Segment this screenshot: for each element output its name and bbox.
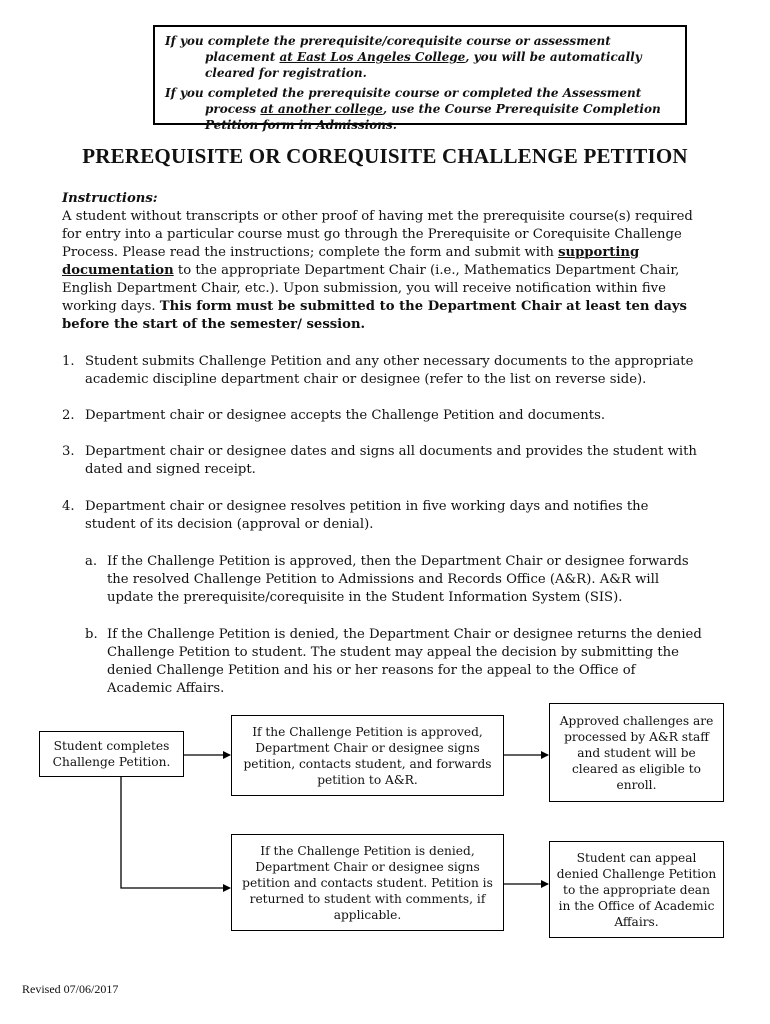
supporting-documentation-text: supporting documentation <box>62 245 640 278</box>
notice-underline-ela: at East Los Angeles College <box>279 50 466 64</box>
instructions-heading: Instructions: <box>62 191 158 206</box>
flow-box-approved-result: Approved challenges are processed by A&R staff and student will be cleared as eligible to enroll. <box>549 703 724 802</box>
list-number: 4. <box>62 499 75 514</box>
flow-box-approved: If the Challenge Petition is approved, Department Chair or designee signs petition, contacts student, and forwards petition to A&R. <box>231 715 504 796</box>
list-item-text: Department chair or designee accepts the Challenge Petition and documents. <box>85 408 606 423</box>
flow-box-denied-result: Student can appeal denied Challenge Petition to the appropriate dean in the Office of Academic Affairs. <box>549 841 724 938</box>
sub-list-letter: b. <box>85 627 98 642</box>
list-item-text: Department chair or designee resolves petition in five working days and notifies the student of its decision (approval or denial). <box>85 499 649 532</box>
revision-date: Revised 07/06/2017 <box>22 982 119 996</box>
notice-underline-other: at another college <box>260 102 383 116</box>
list-number: 2. <box>62 408 75 423</box>
notice-text: If you completed the prerequisite course or completed the Assessment process <box>165 86 642 116</box>
list-item-text: Student submits Challenge Petition and any other necessary documents to the appropriate academic discipline department chair or designee (refer to the list on reverse side). <box>85 354 694 387</box>
deadline-text: This form must be submitted to the Department Chair at least ten days before the start of the semester/ session. <box>62 299 687 332</box>
notice-text: , you will be automatically cleared for registration. <box>205 50 642 80</box>
flow-box-denied: If the Challenge Petition is denied, Department Chair or designee signs petition and contacts student. Petition is returned to student with comments, if applicable. <box>231 834 504 931</box>
flow-box-start: Student completes Challenge Petition. <box>39 731 184 777</box>
sub-list-item-text: If the Challenge Petition is denied, the Department Chair or designee returns the denied Challenge Petition to student. The student may appeal the decision by submitting the denied Challenge Petition and his or her reasons for the appeal to the Office of Academic Affairs. <box>107 627 702 696</box>
sub-list-letter: a. <box>85 554 98 569</box>
list-number: 1. <box>62 354 75 369</box>
list-number: 3. <box>62 444 75 459</box>
instructions-text: A student without transcripts or other proof of having met the prerequisite course(s) required for entry into a particular course must go through the Prerequisite or Corequisite Challenge Process. Please read the instructions; complete the form and submit with <box>62 209 693 260</box>
notice-text: If you complete the prerequisite/corequisite course or assessment placement <box>165 34 611 64</box>
list-item-text: Department chair or designee dates and signs all documents and provides the student with dated and signed receipt. <box>85 444 697 477</box>
sub-list-item-text: If the Challenge Petition is approved, then the Department Chair or designee forwards the resolved Challenge Petition to Admissions and Records Office (A&R). A&R will update the prerequisite/corequisite in the Student Information System (SIS). <box>107 554 689 605</box>
arrow-start-to-denied <box>121 777 230 888</box>
notice-text: , use the Course Prerequisite Completion Petition form in Admissions. <box>205 102 661 132</box>
instructions-text: to the appropriate Department Chair (i.e., Mathematics Department Chair, English Department Chair, etc.). Upon submission, you will receive notification within five working days. <box>62 263 680 314</box>
page-title: PREREQUISITE OR COREQUISITE CHALLENGE PETITION <box>82 144 688 168</box>
